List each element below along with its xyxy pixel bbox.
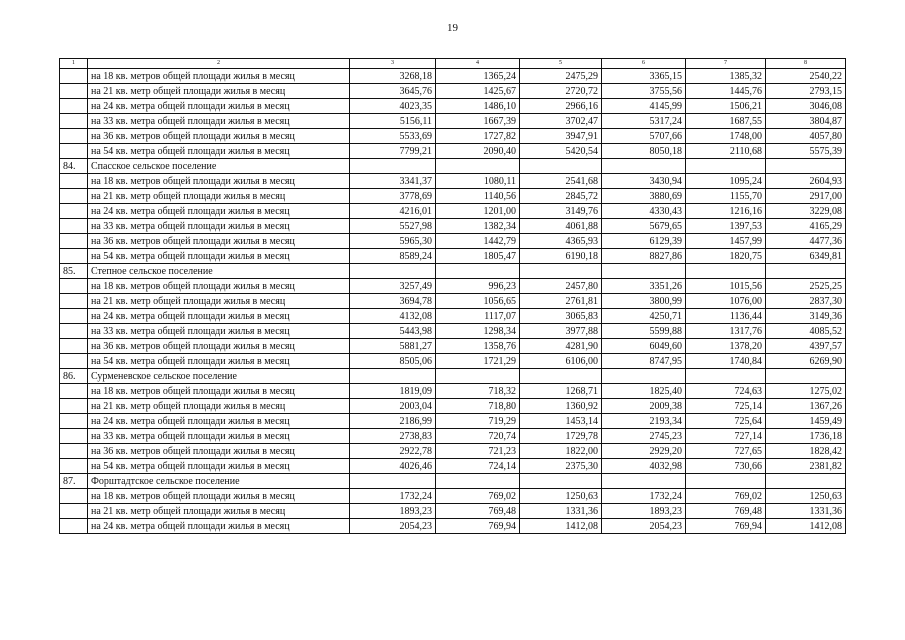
table-row	[60, 324, 846, 339]
empty-cell	[602, 159, 686, 174]
value-cell: 1732,24	[350, 489, 436, 504]
row-index-cell	[60, 84, 88, 99]
value-cell: 2929,20	[602, 444, 686, 459]
value-cell: 1385,32	[686, 69, 766, 84]
value-cell: 3800,99	[602, 294, 686, 309]
table-row	[60, 519, 846, 534]
value-cell: 4026,46	[350, 459, 436, 474]
value-cell: 769,48	[436, 504, 520, 519]
empty-cell	[436, 369, 520, 384]
value-cell: 6129,39	[602, 234, 686, 249]
row-label: на 36 кв. метров общей площади жилья в месяц	[88, 444, 350, 459]
table-row	[60, 399, 846, 414]
row-label: на 24 кв. метра общей площади жилья в месяц	[88, 519, 350, 534]
row-label: на 54 кв. метра общей площади жилья в месяц	[88, 354, 350, 369]
row-index-cell	[60, 444, 88, 459]
column-number-row	[60, 59, 846, 69]
value-cell: 2381,82	[766, 459, 846, 474]
table-body	[60, 59, 846, 534]
value-cell: 2917,00	[766, 189, 846, 204]
column-number: 3	[350, 59, 436, 69]
row-index-cell	[60, 174, 88, 189]
empty-cell	[520, 159, 602, 174]
row-index-cell	[60, 384, 88, 399]
row-label: на 33 кв. метра общей площади жилья в месяц	[88, 114, 350, 129]
row-index-cell	[60, 279, 88, 294]
value-cell: 6106,00	[520, 354, 602, 369]
empty-cell	[350, 159, 436, 174]
table-row	[60, 234, 846, 249]
value-cell: 8747,95	[602, 354, 686, 369]
value-cell: 1382,34	[436, 219, 520, 234]
value-cell: 1015,56	[686, 279, 766, 294]
value-cell: 719,29	[436, 414, 520, 429]
value-cell: 1486,10	[436, 99, 520, 114]
value-cell: 3702,47	[520, 114, 602, 129]
value-cell: 769,02	[436, 489, 520, 504]
value-cell: 4477,36	[766, 234, 846, 249]
value-cell: 2837,30	[766, 294, 846, 309]
value-cell: 1155,70	[686, 189, 766, 204]
value-cell: 3257,49	[350, 279, 436, 294]
table-row	[60, 84, 846, 99]
table-row	[60, 309, 846, 324]
value-cell: 1397,53	[686, 219, 766, 234]
row-index-cell	[60, 234, 88, 249]
empty-cell	[350, 264, 436, 279]
table-row	[60, 99, 846, 114]
tariff-table	[59, 58, 846, 534]
column-number: 7	[686, 59, 766, 69]
value-cell: 2604,93	[766, 174, 846, 189]
value-cell: 3880,69	[602, 189, 686, 204]
table-row	[60, 249, 846, 264]
row-index-cell	[60, 219, 88, 234]
value-cell: 2090,40	[436, 144, 520, 159]
value-cell: 4216,01	[350, 204, 436, 219]
value-cell: 2110,68	[686, 144, 766, 159]
value-cell: 1095,24	[686, 174, 766, 189]
value-cell: 1442,79	[436, 234, 520, 249]
value-cell: 5881,27	[350, 339, 436, 354]
empty-cell	[602, 369, 686, 384]
value-cell: 2375,30	[520, 459, 602, 474]
value-cell: 1819,09	[350, 384, 436, 399]
value-cell: 8827,86	[602, 249, 686, 264]
empty-cell	[520, 369, 602, 384]
value-cell: 1360,92	[520, 399, 602, 414]
value-cell: 1365,24	[436, 69, 520, 84]
table-row	[60, 204, 846, 219]
empty-cell	[766, 159, 846, 174]
value-cell: 1317,76	[686, 324, 766, 339]
table-row	[60, 174, 846, 189]
value-cell: 1732,24	[602, 489, 686, 504]
table-row	[60, 219, 846, 234]
value-cell: 8505,06	[350, 354, 436, 369]
value-cell: 6269,90	[766, 354, 846, 369]
value-cell: 2793,15	[766, 84, 846, 99]
value-cell: 1268,71	[520, 384, 602, 399]
value-cell: 2193,34	[602, 414, 686, 429]
empty-cell	[602, 474, 686, 489]
value-cell: 1367,26	[766, 399, 846, 414]
empty-cell	[766, 264, 846, 279]
row-label: на 36 кв. метров общей площади жилья в месяц	[88, 234, 350, 249]
column-number: 4	[436, 59, 520, 69]
page-number: 19	[447, 22, 458, 34]
row-label: на 36 кв. метров общей площади жилья в месяц	[88, 129, 350, 144]
value-cell: 3365,15	[602, 69, 686, 84]
value-cell: 5533,69	[350, 129, 436, 144]
table-row	[60, 414, 846, 429]
table-row	[60, 189, 846, 204]
value-cell: 1721,29	[436, 354, 520, 369]
value-cell: 5443,98	[350, 324, 436, 339]
empty-cell	[602, 264, 686, 279]
section-header-row	[60, 264, 846, 279]
value-cell: 2541,68	[520, 174, 602, 189]
value-cell: 2540,22	[766, 69, 846, 84]
value-cell: 4023,35	[350, 99, 436, 114]
section-header-row	[60, 159, 846, 174]
table-row	[60, 444, 846, 459]
value-cell: 718,80	[436, 399, 520, 414]
empty-cell	[436, 474, 520, 489]
value-cell: 3755,56	[602, 84, 686, 99]
value-cell: 1727,82	[436, 129, 520, 144]
value-cell: 5156,11	[350, 114, 436, 129]
row-label: на 21 кв. метр общей площади жилья в месяц	[88, 504, 350, 519]
value-cell: 4165,29	[766, 219, 846, 234]
value-cell: 769,48	[686, 504, 766, 519]
row-label: на 54 кв. метра общей площади жилья в месяц	[88, 144, 350, 159]
value-cell: 3430,94	[602, 174, 686, 189]
column-number: 6	[602, 59, 686, 69]
value-cell: 1445,76	[686, 84, 766, 99]
value-cell: 5575,39	[766, 144, 846, 159]
table-row	[60, 504, 846, 519]
value-cell: 7799,21	[350, 144, 436, 159]
value-cell: 1459,49	[766, 414, 846, 429]
value-cell: 3341,37	[350, 174, 436, 189]
value-cell: 3229,08	[766, 204, 846, 219]
row-label: на 54 кв. метра общей площади жилья в месяц	[88, 249, 350, 264]
value-cell: 1080,11	[436, 174, 520, 189]
empty-cell	[520, 264, 602, 279]
table-row	[60, 429, 846, 444]
value-cell: 1457,99	[686, 234, 766, 249]
value-cell: 4365,93	[520, 234, 602, 249]
column-number: 2	[88, 59, 350, 69]
empty-cell	[766, 474, 846, 489]
row-label: на 36 кв. метров общей площади жилья в месяц	[88, 339, 350, 354]
value-cell: 725,14	[686, 399, 766, 414]
value-cell: 3778,69	[350, 189, 436, 204]
value-cell: 1506,21	[686, 99, 766, 114]
row-index-cell	[60, 204, 88, 219]
row-label: на 18 кв. метров общей площади жилья в месяц	[88, 384, 350, 399]
value-cell: 6190,18	[520, 249, 602, 264]
empty-cell	[686, 369, 766, 384]
value-cell: 1748,00	[686, 129, 766, 144]
table-row	[60, 69, 846, 84]
value-cell: 1425,67	[436, 84, 520, 99]
row-index-cell	[60, 414, 88, 429]
value-cell: 730,66	[686, 459, 766, 474]
value-cell: 1250,63	[766, 489, 846, 504]
table-row	[60, 459, 846, 474]
row-label: на 33 кв. метра общей площади жилья в месяц	[88, 219, 350, 234]
empty-cell	[686, 264, 766, 279]
value-cell: 1216,16	[686, 204, 766, 219]
value-cell: 720,74	[436, 429, 520, 444]
column-number: 5	[520, 59, 602, 69]
value-cell: 5317,24	[602, 114, 686, 129]
value-cell: 4085,52	[766, 324, 846, 339]
row-index-cell	[60, 129, 88, 144]
table-row	[60, 114, 846, 129]
row-label: на 18 кв. метров общей площади жилья в месяц	[88, 489, 350, 504]
value-cell: 769,94	[686, 519, 766, 534]
row-label: на 24 кв. метра общей площади жилья в месяц	[88, 99, 350, 114]
row-label: на 21 кв. метр общей площади жилья в месяц	[88, 189, 350, 204]
empty-cell	[686, 474, 766, 489]
value-cell: 3268,18	[350, 69, 436, 84]
table-row	[60, 339, 846, 354]
table-row	[60, 294, 846, 309]
row-label: на 18 кв. метров общей площади жилья в месяц	[88, 279, 350, 294]
table-row	[60, 129, 846, 144]
value-cell: 5707,66	[602, 129, 686, 144]
value-cell: 5679,65	[602, 219, 686, 234]
value-cell: 3694,78	[350, 294, 436, 309]
value-cell: 8050,18	[602, 144, 686, 159]
value-cell: 2922,78	[350, 444, 436, 459]
value-cell: 1331,36	[766, 504, 846, 519]
row-index-cell	[60, 399, 88, 414]
section-number: 84.	[60, 159, 88, 174]
value-cell: 5965,30	[350, 234, 436, 249]
value-cell: 1828,42	[766, 444, 846, 459]
value-cell: 725,64	[686, 414, 766, 429]
value-cell: 2761,81	[520, 294, 602, 309]
row-index-cell	[60, 69, 88, 84]
value-cell: 724,14	[436, 459, 520, 474]
value-cell: 1117,07	[436, 309, 520, 324]
row-label: на 18 кв. метров общей площади жилья в месяц	[88, 69, 350, 84]
value-cell: 1378,20	[686, 339, 766, 354]
row-index-cell	[60, 519, 88, 534]
value-cell: 1412,08	[766, 519, 846, 534]
row-label: на 21 кв. метр общей площади жилья в месяц	[88, 399, 350, 414]
value-cell: 4330,43	[602, 204, 686, 219]
empty-cell	[436, 264, 520, 279]
value-cell: 1076,00	[686, 294, 766, 309]
value-cell: 718,32	[436, 384, 520, 399]
value-cell: 1893,23	[350, 504, 436, 519]
table-row	[60, 279, 846, 294]
value-cell: 1275,02	[766, 384, 846, 399]
value-cell: 4145,99	[602, 99, 686, 114]
value-cell: 2966,16	[520, 99, 602, 114]
value-cell: 1412,08	[520, 519, 602, 534]
table-row	[60, 144, 846, 159]
value-cell: 6049,60	[602, 339, 686, 354]
section-number: 85.	[60, 264, 88, 279]
value-cell: 4132,08	[350, 309, 436, 324]
value-cell: 3947,91	[520, 129, 602, 144]
value-cell: 3046,08	[766, 99, 846, 114]
value-cell: 6349,81	[766, 249, 846, 264]
section-title: Спасское сельское поселение	[88, 159, 350, 174]
table-row	[60, 489, 846, 504]
row-index-cell	[60, 489, 88, 504]
value-cell: 2738,83	[350, 429, 436, 444]
value-cell: 3804,87	[766, 114, 846, 129]
value-cell: 4032,98	[602, 459, 686, 474]
value-cell: 5599,88	[602, 324, 686, 339]
value-cell: 1453,14	[520, 414, 602, 429]
row-label: на 33 кв. метра общей площади жилья в месяц	[88, 324, 350, 339]
value-cell: 1358,76	[436, 339, 520, 354]
value-cell: 1825,40	[602, 384, 686, 399]
value-cell: 3351,26	[602, 279, 686, 294]
value-cell: 3645,76	[350, 84, 436, 99]
row-index-cell	[60, 294, 88, 309]
value-cell: 3977,88	[520, 324, 602, 339]
row-label: на 24 кв. метра общей площади жилья в месяц	[88, 414, 350, 429]
value-cell: 727,14	[686, 429, 766, 444]
value-cell: 2054,23	[350, 519, 436, 534]
value-cell: 1805,47	[436, 249, 520, 264]
section-title: Сурменевское сельское поселение	[88, 369, 350, 384]
value-cell: 727,65	[686, 444, 766, 459]
section-title: Форштадтское сельское поселение	[88, 474, 350, 489]
value-cell: 2745,23	[602, 429, 686, 444]
row-index-cell	[60, 339, 88, 354]
row-label: на 24 кв. метра общей площади жилья в месяц	[88, 309, 350, 324]
value-cell: 2054,23	[602, 519, 686, 534]
value-cell: 721,23	[436, 444, 520, 459]
column-number: 8	[766, 59, 846, 69]
value-cell: 4397,57	[766, 339, 846, 354]
section-header-row	[60, 369, 846, 384]
value-cell: 1056,65	[436, 294, 520, 309]
value-cell: 2845,72	[520, 189, 602, 204]
value-cell: 724,63	[686, 384, 766, 399]
value-cell: 1740,84	[686, 354, 766, 369]
row-label: на 33 кв. метра общей площади жилья в месяц	[88, 429, 350, 444]
row-index-cell	[60, 354, 88, 369]
empty-cell	[350, 474, 436, 489]
section-number: 86.	[60, 369, 88, 384]
value-cell: 1822,00	[520, 444, 602, 459]
section-header-row	[60, 474, 846, 489]
value-cell: 996,23	[436, 279, 520, 294]
table-row	[60, 384, 846, 399]
value-cell: 1136,44	[686, 309, 766, 324]
value-cell: 1140,56	[436, 189, 520, 204]
value-cell: 8589,24	[350, 249, 436, 264]
value-cell: 2720,72	[520, 84, 602, 99]
empty-cell	[520, 474, 602, 489]
value-cell: 3149,36	[766, 309, 846, 324]
row-label: на 18 кв. метров общей площади жилья в месяц	[88, 174, 350, 189]
value-cell: 2525,25	[766, 279, 846, 294]
row-label: на 24 кв. метра общей площади жилья в месяц	[88, 204, 350, 219]
table-row	[60, 354, 846, 369]
value-cell: 4057,80	[766, 129, 846, 144]
value-cell: 2186,99	[350, 414, 436, 429]
value-cell: 1201,00	[436, 204, 520, 219]
value-cell: 769,02	[686, 489, 766, 504]
value-cell: 1667,39	[436, 114, 520, 129]
section-title: Степное сельское поселение	[88, 264, 350, 279]
section-number: 87.	[60, 474, 88, 489]
value-cell: 5527,98	[350, 219, 436, 234]
row-index-cell	[60, 99, 88, 114]
row-index-cell	[60, 324, 88, 339]
row-label: на 21 кв. метр общей площади жилья в месяц	[88, 84, 350, 99]
empty-cell	[350, 369, 436, 384]
value-cell: 3065,83	[520, 309, 602, 324]
value-cell: 4061,88	[520, 219, 602, 234]
value-cell: 1893,23	[602, 504, 686, 519]
empty-cell	[686, 159, 766, 174]
value-cell: 4250,71	[602, 309, 686, 324]
value-cell: 1331,36	[520, 504, 602, 519]
value-cell: 2475,29	[520, 69, 602, 84]
value-cell: 1250,63	[520, 489, 602, 504]
value-cell: 2457,80	[520, 279, 602, 294]
value-cell: 3149,76	[520, 204, 602, 219]
value-cell: 769,94	[436, 519, 520, 534]
value-cell: 5420,54	[520, 144, 602, 159]
row-index-cell	[60, 504, 88, 519]
row-index-cell	[60, 144, 88, 159]
value-cell: 1729,78	[520, 429, 602, 444]
empty-cell	[436, 159, 520, 174]
row-index-cell	[60, 429, 88, 444]
row-index-cell	[60, 249, 88, 264]
row-index-cell	[60, 189, 88, 204]
row-index-cell	[60, 114, 88, 129]
value-cell: 1736,18	[766, 429, 846, 444]
column-number: 1	[60, 59, 88, 69]
value-cell: 1298,34	[436, 324, 520, 339]
row-label: на 21 кв. метр общей площади жилья в месяц	[88, 294, 350, 309]
value-cell: 1820,75	[686, 249, 766, 264]
value-cell: 2009,38	[602, 399, 686, 414]
empty-cell	[766, 369, 846, 384]
value-cell: 1687,55	[686, 114, 766, 129]
row-label: на 54 кв. метра общей площади жилья в месяц	[88, 459, 350, 474]
row-index-cell	[60, 459, 88, 474]
value-cell: 4281,90	[520, 339, 602, 354]
row-index-cell	[60, 309, 88, 324]
value-cell: 2003,04	[350, 399, 436, 414]
